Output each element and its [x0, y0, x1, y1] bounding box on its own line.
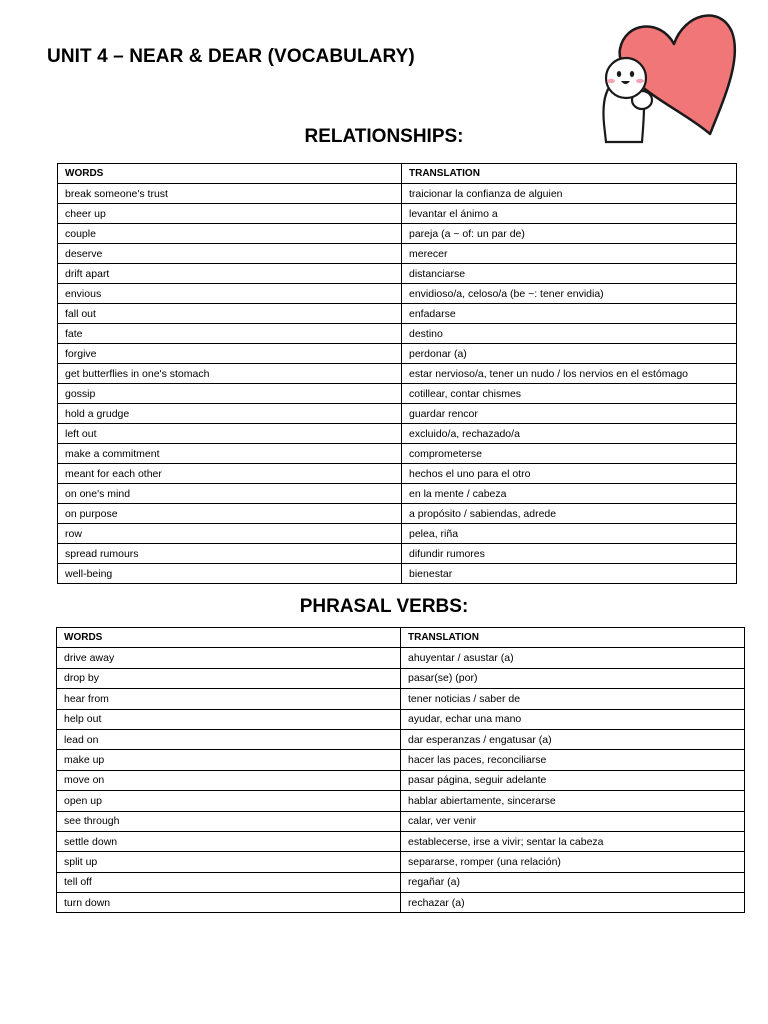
translation-cell: cotillear, contar chismes: [402, 384, 737, 404]
word-cell: cheer up: [58, 204, 402, 224]
table-row: [58, 444, 737, 464]
table-row: [58, 404, 737, 424]
translation-cell: pareja (a ~ of: un par de): [402, 224, 737, 244]
word-cell: hold a grudge: [58, 404, 402, 424]
table-row: [58, 424, 737, 444]
table-row: [57, 709, 745, 729]
relationships-title: RELATIONSHIPS:: [304, 126, 464, 147]
word-cell: hear from: [57, 689, 401, 709]
word-cell: make a commitment: [58, 444, 402, 464]
translation-cell: traicionar la confianza de alguien: [402, 184, 737, 204]
word-cell: couple: [58, 224, 402, 244]
table-row: [57, 811, 745, 831]
table-row: [57, 750, 745, 770]
translation-cell: separarse, romper (una relación): [401, 852, 745, 872]
word-cell: drop by: [57, 668, 401, 688]
table-row: [57, 668, 745, 688]
table-row: [57, 648, 745, 668]
word-cell: spread rumours: [58, 544, 402, 564]
translation-cell: rechazar (a): [401, 893, 745, 913]
translation-cell: regañar (a): [401, 872, 745, 892]
translation-cell: difundir rumores: [402, 544, 737, 564]
character-eye-right: [630, 71, 634, 77]
table-row: [58, 364, 737, 384]
translation-cell: levantar el ánimo a: [402, 204, 737, 224]
word-cell: break someone's trust: [58, 184, 402, 204]
word-cell: drive away: [57, 648, 401, 668]
column-header-words: WORDS: [57, 628, 401, 648]
table-row: [57, 791, 745, 811]
word-cell: left out: [58, 424, 402, 444]
table-header-row: [58, 164, 737, 184]
translation-cell: pasar(se) (por): [401, 668, 745, 688]
table-row: [57, 893, 745, 913]
table-row: [58, 264, 737, 284]
translation-cell: dar esperanzas / engatusar (a): [401, 729, 745, 749]
table-row: [58, 464, 737, 484]
translation-cell: excluido/a, rechazado/a: [402, 424, 737, 444]
word-cell: fate: [58, 324, 402, 344]
heart-character-illustration: [592, 4, 742, 146]
table-row: [58, 324, 737, 344]
table-row: [57, 689, 745, 709]
word-cell: meant for each other: [58, 464, 402, 484]
translation-cell: establecerse, irse a vivir; sentar la cabeza: [401, 831, 745, 851]
table-row: [58, 184, 737, 204]
translation-cell: destino: [402, 324, 737, 344]
translation-cell: envidioso/a, celoso/a (be ~: tener envidia): [402, 284, 737, 304]
word-cell: tell off: [57, 872, 401, 892]
unit-title: UNIT 4 – NEAR & DEAR (VOCABULARY): [47, 46, 415, 67]
translation-cell: estar nervioso/a, tener un nudo / los nervios en el estómago: [402, 364, 737, 384]
table-row: [58, 524, 737, 544]
word-cell: split up: [57, 852, 401, 872]
translation-cell: hablar abiertamente, sincerarse: [401, 791, 745, 811]
translation-cell: merecer: [402, 244, 737, 264]
word-cell: well-being: [58, 564, 402, 584]
translation-cell: ayudar, echar una mano: [401, 709, 745, 729]
word-cell: on purpose: [58, 504, 402, 524]
table-header-row: [57, 628, 745, 648]
translation-cell: a propósito / sabiendas, adrede: [402, 504, 737, 524]
word-cell: fall out: [58, 304, 402, 324]
phrasal-verbs-table: [56, 627, 745, 913]
word-cell: help out: [57, 709, 401, 729]
translation-cell: guardar rencor: [402, 404, 737, 424]
word-cell: open up: [57, 791, 401, 811]
translation-cell: calar, ver venir: [401, 811, 745, 831]
table-row: [58, 544, 737, 564]
table-row: [58, 204, 737, 224]
column-header-translation: TRANSLATION: [401, 628, 745, 648]
word-cell: forgive: [58, 344, 402, 364]
translation-cell: perdonar (a): [402, 344, 737, 364]
table-row: [58, 384, 737, 404]
table-row: [57, 831, 745, 851]
column-header-translation: TRANSLATION: [402, 164, 737, 184]
word-cell: drift apart: [58, 264, 402, 284]
translation-cell: comprometerse: [402, 444, 737, 464]
table-row: [58, 284, 737, 304]
table-row: [57, 872, 745, 892]
word-cell: see through: [57, 811, 401, 831]
word-cell: get butterflies in one's stomach: [58, 364, 402, 384]
table-row: [58, 344, 737, 364]
word-cell: envious: [58, 284, 402, 304]
word-cell: turn down: [57, 893, 401, 913]
translation-cell: hechos el uno para el otro: [402, 464, 737, 484]
table-row: [57, 770, 745, 790]
translation-cell: ahuyentar / asustar (a): [401, 648, 745, 668]
translation-cell: distanciarse: [402, 264, 737, 284]
translation-cell: en la mente / cabeza: [402, 484, 737, 504]
table-row: [58, 244, 737, 264]
translation-cell: bienestar: [402, 564, 737, 584]
character-head: [606, 58, 646, 98]
translation-cell: pelea, riña: [402, 524, 737, 544]
translation-cell: pasar página, seguir adelante: [401, 770, 745, 790]
translation-cell: enfadarse: [402, 304, 737, 324]
word-cell: on one's mind: [58, 484, 402, 504]
table-row: [58, 484, 737, 504]
word-cell: settle down: [57, 831, 401, 851]
character-eye-left: [617, 71, 621, 77]
table-row: [58, 504, 737, 524]
translation-cell: tener noticias / saber de: [401, 689, 745, 709]
word-cell: row: [58, 524, 402, 544]
character-cheek-left: [607, 79, 615, 83]
table-row: [57, 729, 745, 749]
table-row: [58, 564, 737, 584]
word-cell: move on: [57, 770, 401, 790]
word-cell: deserve: [58, 244, 402, 264]
table-row: [58, 304, 737, 324]
relationships-table: [57, 163, 737, 584]
word-cell: gossip: [58, 384, 402, 404]
translation-cell: hacer las paces, reconciliarse: [401, 750, 745, 770]
table-row: [57, 852, 745, 872]
column-header-words: WORDS: [58, 164, 402, 184]
phrasal-verbs-title: PHRASAL VERBS:: [299, 596, 469, 617]
character-cheek-right: [636, 79, 644, 83]
word-cell: make up: [57, 750, 401, 770]
table-row: [58, 224, 737, 244]
word-cell: lead on: [57, 729, 401, 749]
